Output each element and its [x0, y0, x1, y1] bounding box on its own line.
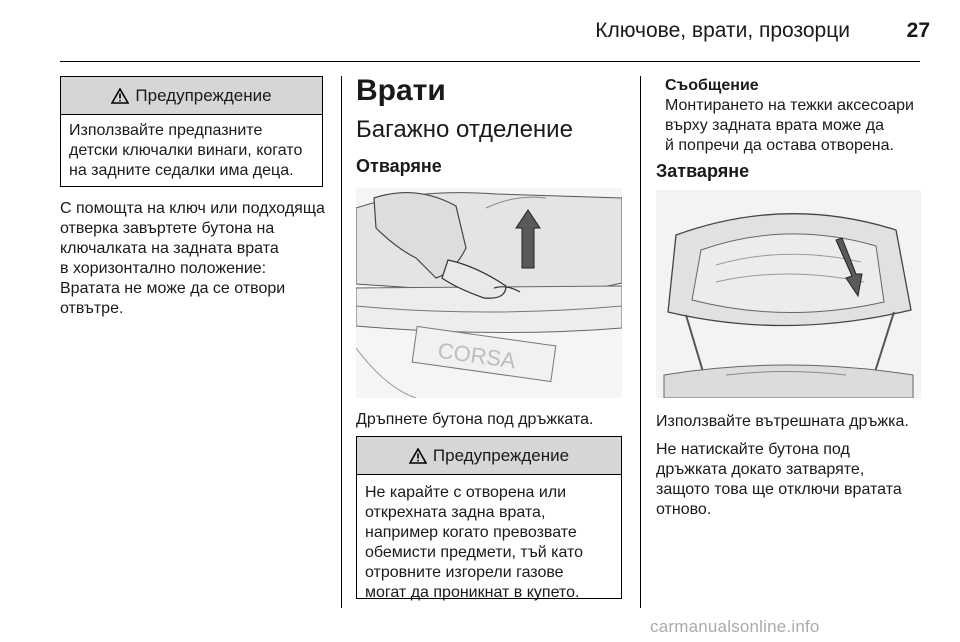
- text-line: в хоризонтално положение:: [60, 260, 267, 277]
- text-line: защото това ще отключи вратата: [656, 481, 902, 498]
- plate-text: CORSA: [436, 337, 518, 374]
- text-line: дръжката докато затваряте,: [656, 461, 865, 478]
- figure-caption: Дръпнете бутона под дръжката.: [356, 411, 594, 428]
- subsection-title: Багажно отделение: [356, 116, 573, 143]
- text-line: на задните седалки има деца.: [69, 162, 294, 179]
- text-line: ключалката на задната врата: [60, 240, 279, 257]
- text-line: Използвайте предпазните: [69, 122, 263, 139]
- warning-box-child-locks: [60, 76, 323, 187]
- text-line: Не натискайте бутона под: [656, 441, 850, 458]
- text-line: отровните изгорели газове: [365, 564, 564, 581]
- text-line: например когато превозвате: [365, 524, 577, 541]
- warning-triangle-icon: [409, 448, 427, 464]
- text-line: Монтирането на тежки аксесоари: [665, 97, 914, 114]
- warning-text: [357, 475, 621, 603]
- closing-paragraph-2: [656, 440, 936, 520]
- figure-close-tailgate: [656, 190, 921, 398]
- warning-box-exhaust: [356, 436, 622, 599]
- text-line: отново.: [656, 501, 712, 518]
- tailgate-closing-illustration: [656, 190, 921, 398]
- page-number: 27: [906, 19, 930, 42]
- text-line: Не карайте с отворена или: [365, 484, 567, 501]
- tailgate-opening-illustration: [356, 188, 622, 398]
- column-separator-right: [640, 76, 641, 608]
- column-separator-left: [341, 76, 342, 608]
- note-text: [665, 96, 935, 156]
- text-line: Вратата не може да се отвори: [60, 280, 286, 297]
- warning-header: [357, 437, 621, 475]
- child-lock-paragraph: [60, 199, 332, 319]
- warning-heading: Предупреждение: [432, 446, 570, 465]
- text-line: обемисти предмети, тъй като: [365, 544, 584, 561]
- warning-heading: Предупреждение: [135, 86, 272, 105]
- running-header: Ключове, врати, прозорци: [595, 19, 850, 42]
- warning-triangle-icon: [111, 88, 129, 104]
- text-line: отверка завъртете бутона на: [60, 220, 275, 237]
- header-rule: [60, 61, 920, 62]
- text-line: открехната задна врата,: [365, 504, 546, 521]
- note-title: Съобщение: [665, 77, 759, 94]
- text-line: детски ключалки винаги, когато: [69, 142, 303, 159]
- text-line: върху задната врата може да: [665, 117, 885, 134]
- text-line: могат да проникнат в купето.: [365, 584, 580, 601]
- watermark: carmanualsonline.info: [650, 617, 820, 636]
- section-title: Врати: [356, 74, 446, 107]
- heading-opening: Отваряне: [356, 156, 442, 176]
- closing-paragraph-1: Използвайте вътрешната дръжка.: [656, 413, 909, 430]
- warning-text: [61, 115, 322, 181]
- text-line: й попречи да остава отворена.: [665, 137, 894, 154]
- text-line: С помощта на ключ или подходяща: [60, 200, 325, 217]
- heading-closing: Затваряне: [656, 161, 750, 181]
- text-line: отвътре.: [60, 300, 124, 317]
- warning-header: [61, 77, 322, 115]
- figure-open-tailgate: [356, 188, 622, 398]
